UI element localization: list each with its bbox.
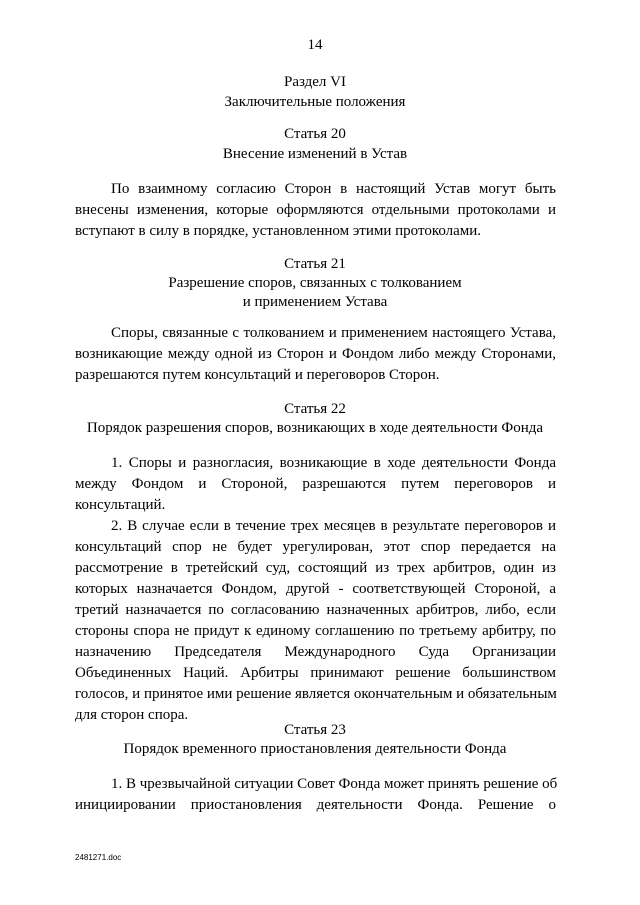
article-21-subtitle-line1: Разрешение споров, связанных с толкованием <box>168 275 462 291</box>
text-line: стороны спора не придут к единому соглашению по третьему арбитру, по <box>75 623 556 639</box>
article-20-title: Статья 20 <box>284 126 346 142</box>
article-20-subtitle: Внесение изменений в Устав <box>222 146 408 162</box>
text-line: голосов, и принятое ими решение является окончательным и обязательным <box>75 686 557 702</box>
text-line: консультаций спор не будет урегулирован, этот спор передается на <box>75 539 556 555</box>
text-line: 2. В случае если в течение трех месяцев в результате переговоров и <box>111 518 556 534</box>
text-line: Объединенных Наций. Арбитры принимают решение большинством <box>75 665 556 681</box>
text-line: которых назначается Фондом, другой - соответствующей Стороной, а <box>75 581 556 597</box>
text-line: разрешаются путем консультаций и переговоров Сторон. <box>75 367 440 383</box>
text-line: 1. Споры и разногласия, возникающие в ходе деятельности Фонда <box>111 455 556 471</box>
article-22-paragraph-1 <box>75 453 556 516</box>
article-22-paragraph-2 <box>75 516 556 726</box>
text-line: По взаимному согласию Сторон в настоящий Устав могут быть <box>111 181 556 197</box>
section-subtitle: Заключительные положения <box>224 94 406 110</box>
text-line: инициировании приостановления деятельности Фонда. Решение о <box>75 797 556 813</box>
text-line: рассмотрение в третейский суд, состоящий из трех арбитров, один из <box>75 560 556 576</box>
text-line: возникающие между одной из Сторон и Фондом либо между Сторонами, <box>75 346 556 362</box>
file-name-footer: 2481271.doc <box>75 853 122 862</box>
text-line: Споры, связанные с толкованием и применением настоящего Устава, <box>111 325 556 341</box>
text-line: для сторон спора. <box>75 707 189 723</box>
text-line: назначению Председателя Международного Суда Организации <box>75 644 556 660</box>
text-line: консультаций. <box>75 497 166 513</box>
text-line: между Фондом и Стороной, разрешаются путем переговоров и <box>75 476 556 492</box>
text-line: третий назначается по согласованию назначенных арбитров, либо, если <box>75 602 556 618</box>
text-line: внесены изменения, которые оформляются отдельными протоколами и <box>75 202 556 218</box>
article-23-title: Статья 23 <box>284 722 346 738</box>
article-23-paragraph-1 <box>75 774 556 816</box>
text-line: 1. В чрезвычайной ситуации Совет Фонда может принять решение об <box>111 776 558 792</box>
article-22-title: Статья 22 <box>284 401 346 417</box>
article-21-paragraph <box>75 323 556 386</box>
article-20-paragraph <box>75 179 556 242</box>
section-title: Раздел VI <box>283 74 346 90</box>
article-22-subtitle: Порядок разрешения споров, возникающих в ходе деятельности Фонда <box>86 420 544 436</box>
article-21-subtitle-line2: и применением Устава <box>242 294 388 310</box>
article-21-title: Статья 21 <box>284 256 346 272</box>
text-line: вступают в силу в порядке, установленном этими протоколами. <box>75 223 482 239</box>
article-23-subtitle: Порядок временного приостановления деятельности Фонда <box>123 741 507 757</box>
page-number: 14 <box>307 37 323 53</box>
